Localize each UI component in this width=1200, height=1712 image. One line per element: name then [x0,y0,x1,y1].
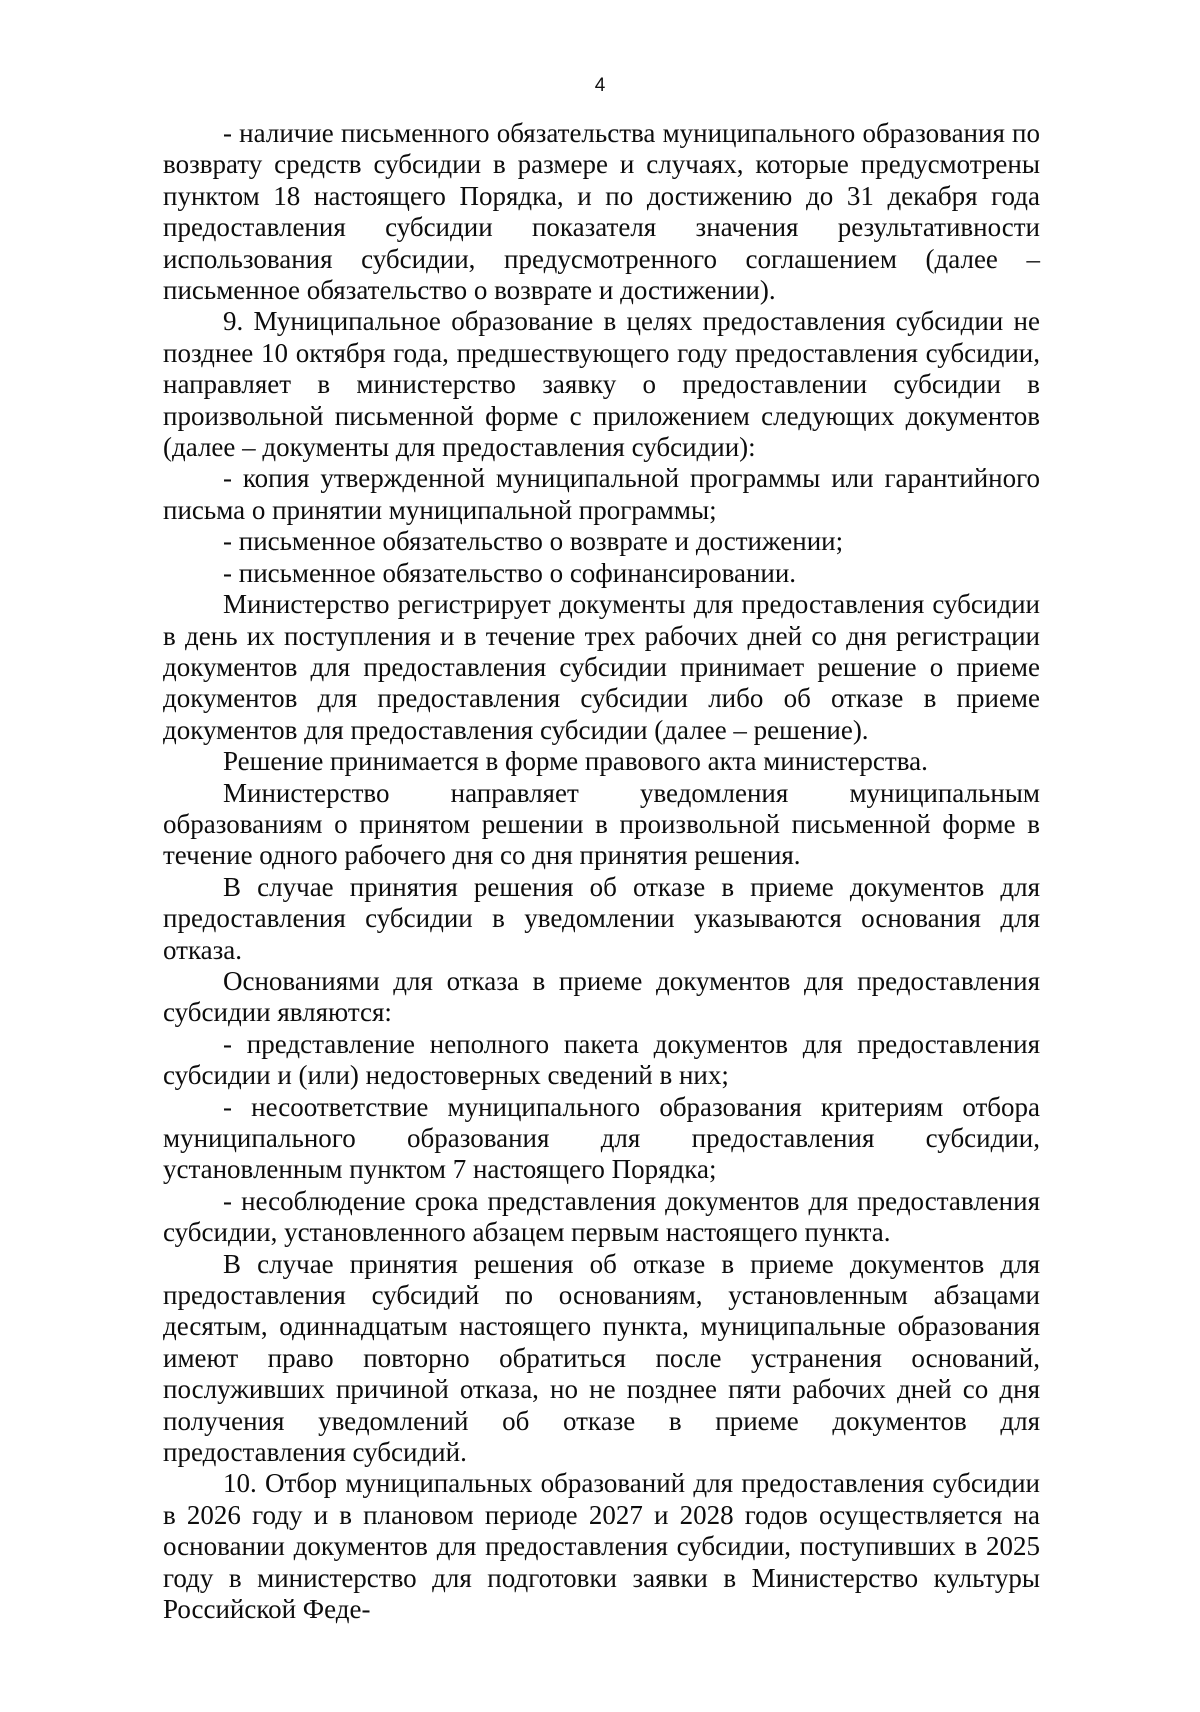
paragraph: - письменное обязательство о софинансировании. [223,557,797,588]
paragraph: Решение принимается в форме правового акта министерства. [223,746,928,777]
paragraph: 10. Отбор муниципальных образований для предоставления субсидии в 2026 году и в плановом периоде 2027 и 2028 годов осуществляется на основании документов для предоставления субсидии, поступивших в 2025 году в министерство для подготовки заявки в Министерство культуры Российской Феде- [163,1468,1040,1625]
paragraph: В случае принятия решения об отказе в приеме документов для предоставления субсидий по основаниям, установленным абзацами десятым, одиннадцатым настоящего пункта, муниципальные образования имеют право повторно обратиться после устранения оснований, послуживших причиной отказа, но не позднее пяти рабочих дней со дня получения уведомлений об отказе в приеме документов для предоставления субсидий. [163,1248,1040,1468]
paragraph: - несоблюдение срока представления документов для предоставления субсидии, установленного абзацем первым настоящего пункта. [163,1185,1040,1248]
paragraph: - несоответствие муниципального образования критериям отбора муниципального образования для предоставления субсидии, установленным пунктом 7 настоящего Порядка; [163,1091,1040,1185]
paragraph: - копия утвержденной муниципальной программы или гарантийного письма о принятии муниципальной программы; [163,463,1040,525]
paragraph: Основаниями для отказа в приеме документов для предоставления субсидии являются: [163,965,1040,1028]
document-body [163,118,1040,1626]
paragraph: Министерство направляет уведомления муниципальным образованиям о принятом решении в произвольной письменной форме в течение одного рабочего дня со дня принятия решения. [163,777,1040,871]
paragraph: - письменное обязательство о возврате и достижении; [223,526,844,557]
paragraph: Министерство регистрирует документы для предоставления субсидии в день их поступления и в течение трех рабочих дней со дня регистрации документов для предоставления субсидии принимает решение о приеме документов для предоставления субсидии либо об отказе в приеме документов для предоставления субсидии (далее – решение). [163,589,1040,745]
paragraph: - представление неполного пакета документов для предоставления субсидии и (или) недостоверных сведений в них; [163,1028,1040,1091]
page-number: 4 [594,75,606,96]
paragraph: - наличие письменного обязательства муниципального образования по возврату средств субсидии в размере и случаях, которые предусмотрены пунктом 18 настоящего Порядка, и по достижению до 31 декабря года предоставления субсидии показателя значения результативности использования субсидии, предусмотренного соглашением (далее – письменное обязательство о возврате и достижении). [163,118,1040,306]
paragraph: В случае принятия решения об отказе в приеме документов для предоставления субсидии в уведомлении указываются основания для отказа. [163,871,1040,965]
paragraph: 9. Муниципальное образование в целях предоставления субсидии не позднее 10 октября года, предшествующего году предоставления субсидии, направляет в министерство заявку о предоставлении субсидии в произвольной письменной форме с приложением следующих документов (далее – документы для предоставления субсидии): [163,306,1040,463]
